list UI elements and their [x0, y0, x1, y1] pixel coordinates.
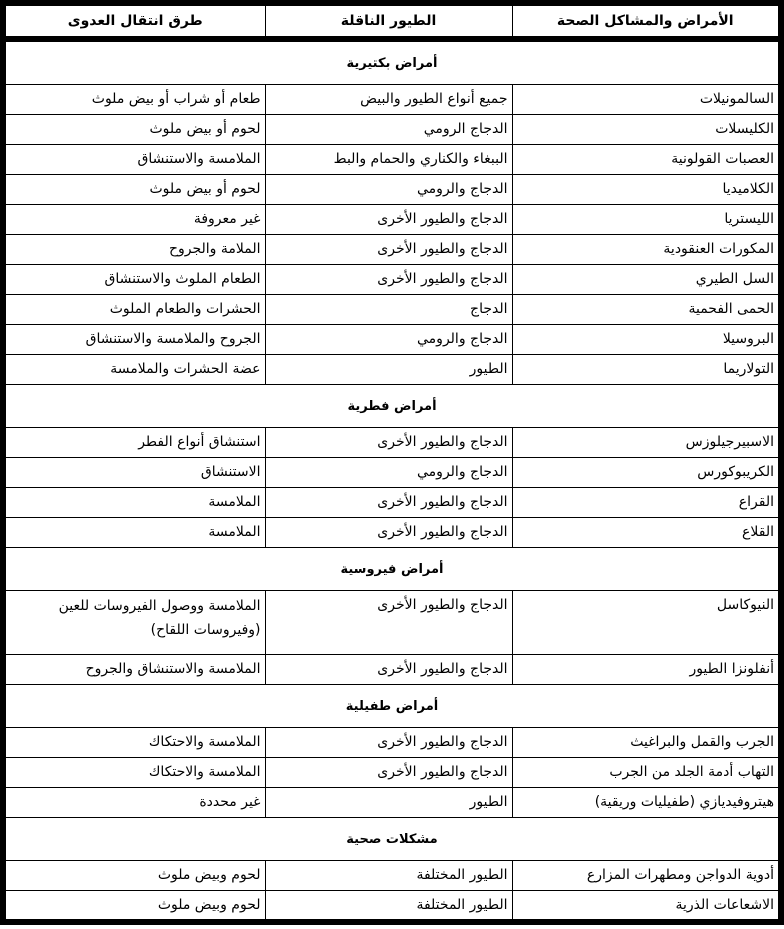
carrier-cell: الدجاج والطيور الأخرى	[265, 265, 512, 295]
disease-cell: البروسيلا	[512, 325, 778, 355]
carrier-cell: الدجاج والطيور الأخرى	[265, 655, 512, 685]
transmission-cell: لحوم أو بيض ملوث	[6, 115, 265, 145]
carrier-cell: الدجاج والرومي	[265, 325, 512, 355]
section-title: مشكلات صحية	[6, 818, 778, 861]
transmission-cell: الملامسة	[6, 488, 265, 518]
transmission-cell: الملامسة	[6, 518, 265, 548]
transmission-cell: الملامسة والاستنشاق	[6, 145, 265, 175]
table-row	[6, 428, 778, 458]
transmission-cell: الحشرات والطعام الملوث	[6, 295, 265, 325]
table-row	[6, 655, 778, 685]
carrier-cell: الببغاء والكناري والحمام والبط	[265, 145, 512, 175]
carrier-cell: الدجاج والطيور الأخرى	[265, 488, 512, 518]
disease-cell: العصبات القولونية	[512, 145, 778, 175]
transmission-cell: الملامسة ووصول الفيروسات للعين (وفيروسات اللقاح)	[6, 591, 265, 655]
transmission-cell: الملامة والجروح	[6, 235, 265, 265]
section-title: أمراض طفيلية	[6, 685, 778, 728]
disease-cell: السل الطيري	[512, 265, 778, 295]
carrier-cell: الدجاج والرومي	[265, 175, 512, 205]
table-row	[6, 488, 778, 518]
section-row-bacterial	[6, 39, 778, 85]
transmission-cell: الملامسة والاحتكاك	[6, 758, 265, 788]
disease-cell: الاسبيرجيلوزس	[512, 428, 778, 458]
table-row	[6, 728, 778, 758]
transmission-cell: لحوم أو بيض ملوث	[6, 175, 265, 205]
carrier-cell: الطيور	[265, 788, 512, 818]
section-row-parasitic	[6, 685, 778, 728]
disease-cell: الجرب والقمل والبراغيث	[512, 728, 778, 758]
section-row-fungal	[6, 385, 778, 428]
section-row-viral	[6, 548, 778, 591]
header-disease: الأمراض والمشاكل الصحة	[512, 6, 778, 39]
disease-cell: الليستريا	[512, 205, 778, 235]
disease-cell: المكورات العنقودية	[512, 235, 778, 265]
disease-cell: أدوية الدواجن ومطهرات المزارع	[512, 861, 778, 891]
disease-cell: التهاب أدمة الجلد من الجرب	[512, 758, 778, 788]
carrier-cell: الطيور المختلفة	[265, 861, 512, 891]
transmission-cell: طعام أو شراب أو بيض ملوث	[6, 85, 265, 115]
carrier-cell: الدجاج والطيور الأخرى	[265, 591, 512, 655]
disease-cell: التولاريما	[512, 355, 778, 385]
disease-cell: القلاع	[512, 518, 778, 548]
disease-cell: أنفلونزا الطيور	[512, 655, 778, 685]
table-row	[6, 115, 778, 145]
transmission-cell: الملامسة والاحتكاك	[6, 728, 265, 758]
table-row	[6, 85, 778, 115]
disease-cell: النيوكاسل	[512, 591, 778, 655]
table-row	[6, 145, 778, 175]
transmission-cell: لحوم وبيض ملوث	[6, 891, 265, 921]
disease-cell: الكلاميديا	[512, 175, 778, 205]
header-transmission: طرق انتقال العدوى	[6, 6, 265, 39]
section-title: أمراض بكتيرية	[6, 39, 778, 85]
disease-cell: السالمونيلات	[512, 85, 778, 115]
table-row	[6, 205, 778, 235]
transmission-cell: استنشاق أنواع الفطر	[6, 428, 265, 458]
header-carrier: الطيور الناقلة	[265, 6, 512, 39]
disease-cell: الحمى الفحمية	[512, 295, 778, 325]
table-row	[6, 518, 778, 548]
transmission-cell: غير محددة	[6, 788, 265, 818]
carrier-cell: الدجاج والطيور الأخرى	[265, 518, 512, 548]
table-row	[6, 591, 778, 655]
table-row	[6, 891, 778, 921]
carrier-cell: الدجاج والطيور الأخرى	[265, 235, 512, 265]
transmission-cell: الجروح والملامسة والاستنشاق	[6, 325, 265, 355]
transmission-cell: عضة الحشرات والملامسة	[6, 355, 265, 385]
disease-cell: القراع	[512, 488, 778, 518]
table-row	[6, 235, 778, 265]
poultry-diseases-table	[6, 6, 778, 920]
transmission-cell: الطعام الملوث والاستنشاق	[6, 265, 265, 295]
transmission-cell: الملامسة والاستنشاق والجروح	[6, 655, 265, 685]
carrier-cell: الطيور	[265, 355, 512, 385]
table-row	[6, 325, 778, 355]
disease-cell: الكريبوكورس	[512, 458, 778, 488]
carrier-cell: جميع أنواع الطيور والبيض	[265, 85, 512, 115]
carrier-cell: الدجاج والطيور الأخرى	[265, 428, 512, 458]
table-row	[6, 265, 778, 295]
table-row	[6, 788, 778, 818]
section-title: أمراض فطرية	[6, 385, 778, 428]
carrier-cell: الطيور المختلفة	[265, 891, 512, 921]
transmission-cell: لحوم وبيض ملوث	[6, 861, 265, 891]
carrier-cell: الدجاج الرومي	[265, 115, 512, 145]
transmission-cell: غير معروفة	[6, 205, 265, 235]
table-row	[6, 295, 778, 325]
section-row-health-problems	[6, 818, 778, 861]
carrier-cell: الدجاج والطيور الأخرى	[265, 728, 512, 758]
table-row	[6, 355, 778, 385]
carrier-cell: الدجاج والطيور الأخرى	[265, 205, 512, 235]
carrier-cell: الدجاج	[265, 295, 512, 325]
header-row	[6, 6, 778, 39]
disease-cell: الاشعاعات الذرية	[512, 891, 778, 921]
transmission-cell: الاستنشاق	[6, 458, 265, 488]
carrier-cell: الدجاج والطيور الأخرى	[265, 758, 512, 788]
disease-cell: هيتروفيديازي (طفيليات وريقية)	[512, 788, 778, 818]
disease-cell: الكليسلات	[512, 115, 778, 145]
section-title: أمراض فيروسية	[6, 548, 778, 591]
table-row	[6, 758, 778, 788]
table-row	[6, 861, 778, 891]
table-row	[6, 175, 778, 205]
table-row	[6, 458, 778, 488]
carrier-cell: الدجاج والرومي	[265, 458, 512, 488]
